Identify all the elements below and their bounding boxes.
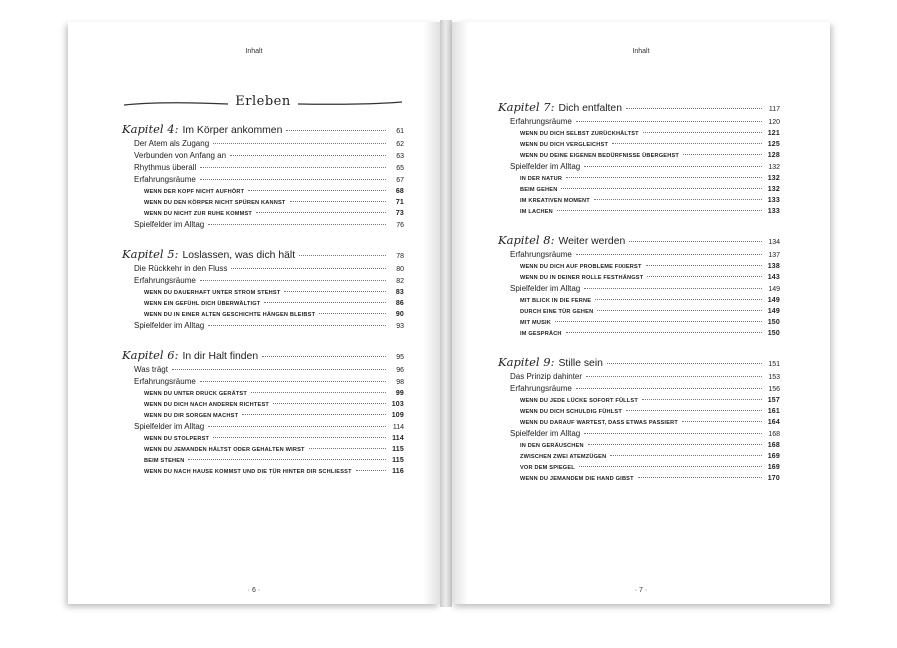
dot-leader: [642, 399, 762, 400]
entry-page-number: 153: [768, 374, 780, 381]
chapter-label: Kapitel 4:: [122, 122, 179, 136]
entry-page-number: 67: [396, 177, 404, 184]
toc-subentry: [498, 130, 780, 137]
toc-subentry: [122, 311, 404, 318]
dot-leader: [629, 241, 762, 242]
entry-title: WENN DU DEINE EIGENEN BEDÜRFNISSE ÜBERGEHST: [520, 153, 680, 159]
toc-subentry: [498, 475, 780, 482]
entry-title: WENN DU DAUERHAFT UNTER STROM STEHST: [144, 290, 281, 296]
entry-page-number: 149: [767, 297, 780, 304]
chapter-page-number: 95: [396, 354, 404, 361]
running-header: Inhalt: [245, 48, 263, 55]
entry-title: Spielfelder im Alltag: [134, 321, 205, 330]
entry-page-number: 86: [395, 300, 404, 307]
chapter-page-number: 61: [396, 128, 404, 135]
book-spine: [440, 20, 452, 607]
chapter-page-number: 117: [768, 106, 780, 113]
chapter-label: Kapitel 7:: [498, 100, 555, 114]
entry-page-number: 99: [395, 390, 404, 397]
entry-page-number: 96: [396, 367, 404, 374]
toc-subentry: [498, 263, 780, 270]
toc-subentry: [122, 199, 404, 206]
dot-leader: [262, 356, 386, 357]
dot-leader: [643, 132, 762, 133]
entry-title: Die Rückkehr in den Fluss: [134, 264, 228, 273]
entry-page-number: 133: [767, 197, 780, 204]
entry-page-number: 125: [767, 141, 780, 148]
entry-page-number: 76: [396, 222, 404, 229]
toc-subentry: [498, 197, 780, 204]
entry-page-number: 132: [767, 186, 780, 193]
toc-subentry: [498, 464, 780, 471]
dot-leader: [579, 466, 762, 467]
entry-title: Was trägt: [134, 365, 168, 374]
entry-title: Spielfelder im Alltag: [510, 429, 581, 438]
entry-title: MIT MUSIK: [520, 320, 552, 326]
left-page: [68, 22, 440, 604]
entry-title: WENN DER KOPF NICHT AUFHÖRT: [144, 189, 245, 195]
dot-leader: [586, 376, 762, 377]
toc-entry: [498, 284, 780, 293]
dot-leader: [213, 143, 386, 144]
entry-page-number: 150: [767, 319, 780, 326]
gutter-shadow: [424, 22, 440, 604]
entry-title: Spielfelder im Alltag: [134, 422, 205, 431]
dot-leader: [319, 313, 386, 314]
toc-subentry: [498, 330, 780, 337]
toc-entry: [122, 175, 404, 184]
toc-subentry: [498, 397, 780, 404]
toc-subentry: [122, 446, 404, 453]
dot-leader: [230, 155, 386, 156]
entry-page-number: 161: [767, 408, 780, 415]
dot-leader: [200, 381, 386, 382]
entry-page-number: 137: [768, 252, 780, 259]
entry-page-number: 114: [392, 435, 404, 442]
dot-leader: [610, 455, 762, 456]
chapter-heading: [498, 355, 780, 369]
dot-leader: [597, 310, 762, 311]
entry-title: BEIM STEHEN: [144, 458, 185, 464]
entry-title: Erfahrungsräume: [510, 117, 572, 126]
entry-title: WENN DU DARAUF WARTEST, DASS ETWAS PASSIERT: [520, 420, 678, 426]
entry-title: IN DER NATUR: [520, 176, 563, 182]
toc-subentry: [122, 289, 404, 296]
entry-title: Erfahrungsräume: [134, 377, 196, 386]
toc-subentry: [122, 435, 404, 442]
chapter-title: Loslassen, was dich hält: [182, 250, 296, 261]
section-title: Erleben: [235, 94, 291, 109]
chapter-page-number: 134: [768, 239, 780, 246]
toc-subentry: [498, 297, 780, 304]
entry-page-number: 68: [395, 188, 404, 195]
dot-leader: [264, 302, 386, 303]
toc-subentry: [498, 308, 780, 315]
toc-entry: [498, 250, 780, 259]
entry-title: WENN DU NICHT ZUR RUHE KOMMST: [144, 211, 253, 217]
entry-page-number: 103: [391, 401, 404, 408]
chapter-page-number: 151: [768, 361, 780, 368]
toc-subentry: [498, 319, 780, 326]
chapter-page-number: 78: [396, 253, 404, 260]
entry-title: WENN DU DICH NACH ANDEREN RICHTEST: [144, 402, 269, 408]
entry-page-number: 128: [767, 152, 780, 159]
dot-leader: [557, 210, 762, 211]
dot-leader: [647, 276, 762, 277]
toc-subentry: [122, 401, 404, 408]
chapter-title: Stille sein: [558, 358, 603, 369]
dot-leader: [208, 224, 386, 225]
dot-leader: [594, 199, 762, 200]
flourish-line-right: [294, 94, 404, 112]
toc-subentry: [498, 442, 780, 449]
entry-page-number: 80: [396, 266, 404, 273]
entry-page-number: 133: [767, 208, 780, 215]
dot-leader: [200, 280, 386, 281]
toc-subentry: [122, 468, 404, 475]
dot-leader: [309, 448, 386, 449]
toc-subentry: [122, 188, 404, 195]
dot-leader: [356, 470, 386, 471]
running-header: Inhalt: [632, 48, 650, 55]
toc-subentry: [498, 419, 780, 426]
entry-page-number: 169: [767, 453, 780, 460]
gutter-shadow: [452, 22, 468, 604]
dot-leader: [248, 190, 386, 191]
dot-leader: [576, 388, 762, 389]
entry-title: IN DEN GERÄUSCHEN: [520, 443, 584, 449]
page-number: · 7 ·: [634, 587, 648, 594]
entry-page-number: 132: [767, 175, 780, 182]
dot-leader: [607, 363, 762, 364]
toc-subentry: [498, 453, 780, 460]
entry-title: WENN DU DEN KÖRPER NICHT SPÜREN KANNST: [144, 200, 286, 206]
dot-leader: [256, 212, 386, 213]
section-heading: [122, 94, 404, 112]
dot-leader: [200, 167, 386, 168]
entry-title: DURCH EINE TÜR GEHEN: [520, 309, 594, 315]
dot-leader: [626, 410, 762, 411]
dot-leader: [612, 143, 762, 144]
chapter-heading: [122, 122, 404, 136]
entry-page-number: 82: [396, 278, 404, 285]
toc-entry: [122, 163, 404, 172]
chapter-title: In dir Halt finden: [182, 351, 259, 362]
toc-subentry: [498, 208, 780, 215]
dot-leader: [200, 179, 386, 180]
entry-title: Der Atem als Zugang: [134, 139, 210, 148]
toc-entry: [122, 151, 404, 160]
entry-page-number: 168: [767, 442, 780, 449]
dot-leader: [231, 268, 386, 269]
entry-page-number: 71: [395, 199, 404, 206]
dot-leader: [576, 254, 762, 255]
entry-page-number: 150: [767, 330, 780, 337]
dot-leader: [172, 369, 386, 370]
entry-title: MIT BLICK IN DIE FERNE: [520, 298, 592, 304]
toc-entry: [122, 321, 404, 330]
chapter-label: Kapitel 9:: [498, 355, 555, 369]
entry-title: WENN DU JEDE LÜCKE SOFORT FÜLLST: [520, 398, 638, 404]
entry-page-number: 98: [396, 379, 404, 386]
entry-title: ZWISCHEN ZWEI ATEMZÜGEN: [520, 454, 607, 460]
chapter-label: Kapitel 5:: [122, 247, 179, 261]
dot-leader: [626, 108, 762, 109]
entry-page-number: 109: [391, 412, 404, 419]
dot-leader: [588, 444, 762, 445]
toc-entry: [498, 162, 780, 171]
dot-leader: [284, 291, 386, 292]
entry-title: WENN DU IN EINER ALTEN GESCHICHTE HÄNGEN BLEIBST: [144, 312, 316, 318]
dot-leader: [251, 392, 386, 393]
toc-subentry: [122, 457, 404, 464]
dot-leader: [273, 403, 386, 404]
toc-entry: [498, 117, 780, 126]
entry-title: Verbunden von Anfang an: [134, 151, 227, 160]
dot-leader: [584, 166, 762, 167]
dot-leader: [299, 255, 386, 256]
dot-leader: [584, 433, 762, 434]
entry-title: WENN DU DICH SELBST ZURÜCKHÄLTST: [520, 131, 639, 137]
entry-title: IM GESPRÄCH: [520, 331, 562, 337]
dot-leader: [208, 325, 386, 326]
entry-page-number: 168: [768, 431, 780, 438]
entry-page-number: 62: [396, 141, 404, 148]
chapter-label: Kapitel 8:: [498, 233, 555, 247]
entry-page-number: 149: [767, 308, 780, 315]
entry-page-number: 73: [395, 210, 404, 217]
entry-title: WENN EIN GEFÜHL DICH ÜBERWÄLTIGT: [144, 301, 261, 307]
chapter-title: Im Körper ankommen: [182, 125, 283, 136]
toc-right: [498, 100, 780, 482]
entry-page-number: 120: [768, 119, 780, 126]
entry-title: WENN DU DIR SORGEN MACHST: [144, 413, 239, 419]
dot-leader: [638, 477, 762, 478]
toc-entry: [122, 139, 404, 148]
entry-page-number: 121: [767, 130, 780, 137]
right-page: [452, 22, 830, 604]
toc-entry: [122, 365, 404, 374]
entry-title: Erfahrungsräume: [510, 250, 572, 259]
toc-subentry: [498, 186, 780, 193]
entry-page-number: 115: [392, 457, 404, 464]
dot-leader: [242, 414, 386, 415]
entry-page-number: 90: [395, 311, 404, 318]
entry-title: Spielfelder im Alltag: [510, 162, 581, 171]
entry-title: VOR DEM SPIEGEL: [520, 465, 575, 471]
entry-page-number: 164: [767, 419, 780, 426]
entry-title: WENN DU DICH VERGLEICHST: [520, 142, 609, 148]
entry-title: WENN DU DICH AUF PROBLEME FIXIERST: [520, 264, 642, 270]
entry-title: WENN DU NACH HAUSE KOMMST UND DIE TÜR HINTER DIR SCHLIESST: [144, 469, 352, 475]
toc-entry: [122, 276, 404, 285]
toc-subentry: [498, 274, 780, 281]
chapter-heading: [498, 100, 780, 114]
entry-title: WENN DU STOLPERST: [144, 436, 210, 442]
entry-page-number: 156: [768, 386, 780, 393]
entry-page-number: 138: [767, 263, 780, 270]
toc-subentry: [498, 141, 780, 148]
dot-leader: [290, 201, 386, 202]
dot-leader: [566, 177, 762, 178]
toc-entry: [122, 264, 404, 273]
entry-page-number: 170: [767, 475, 780, 482]
toc-subentry: [498, 175, 780, 182]
entry-title: WENN DU DICH SCHULDIG FÜHLST: [520, 409, 622, 415]
toc-left: [122, 122, 404, 475]
entry-title: Erfahrungsräume: [134, 175, 196, 184]
entry-title: Erfahrungsräume: [510, 384, 572, 393]
dot-leader: [566, 332, 762, 333]
entry-page-number: 115: [392, 446, 404, 453]
chapter-heading: [498, 233, 780, 247]
entry-title: Erfahrungsräume: [134, 276, 196, 285]
toc-subentry: [498, 152, 780, 159]
entry-page-number: 157: [767, 397, 780, 404]
dot-leader: [683, 154, 762, 155]
entry-page-number: 149: [768, 286, 780, 293]
dot-leader: [595, 299, 762, 300]
entry-title: WENN DU UNTER DRUCK GERÄTST: [144, 391, 247, 397]
entry-title: Spielfelder im Alltag: [134, 220, 205, 229]
entry-title: WENN DU JEMANDEN HÄLTST ODER GEHALTEN WIRST: [144, 447, 305, 453]
toc-entry: [498, 372, 780, 381]
toc-subentry: [122, 210, 404, 217]
toc-subentry: [122, 412, 404, 419]
chapter-label: Kapitel 6:: [122, 348, 179, 362]
entry-page-number: 65: [396, 165, 404, 172]
entry-page-number: 114: [392, 424, 404, 431]
toc-entry: [498, 429, 780, 438]
dot-leader: [561, 188, 762, 189]
entry-title: IM KREATIVEN MOMENT: [520, 198, 590, 204]
dot-leader: [208, 426, 386, 427]
chapter-title: Dich entfalten: [558, 103, 622, 114]
entry-title: Rhythmus überall: [134, 163, 197, 172]
chapter-heading: [122, 247, 404, 261]
entry-title: IM LACHEN: [520, 209, 553, 215]
toc-entry: [122, 377, 404, 386]
dot-leader: [584, 288, 762, 289]
entry-page-number: 169: [767, 464, 780, 471]
toc-subentry: [498, 408, 780, 415]
dot-leader: [682, 421, 762, 422]
entry-page-number: 143: [767, 274, 780, 281]
dot-leader: [286, 130, 386, 131]
toc-subentry: [122, 390, 404, 397]
dot-leader: [576, 121, 762, 122]
toc-entry: [122, 220, 404, 229]
entry-title: Das Prinzip dahinter: [510, 372, 583, 381]
toc-entry: [122, 422, 404, 431]
entry-title: Spielfelder im Alltag: [510, 284, 581, 293]
dot-leader: [646, 265, 762, 266]
entry-page-number: 93: [396, 323, 404, 330]
chapter-title: Weiter werden: [558, 236, 626, 247]
entry-page-number: 63: [396, 153, 404, 160]
dot-leader: [555, 321, 762, 322]
entry-page-number: 116: [392, 468, 404, 475]
toc-subentry: [122, 300, 404, 307]
dot-leader: [188, 459, 386, 460]
entry-title: BEIM GEHEN: [520, 187, 558, 193]
entry-title: WENN DU JEMANDEM DIE HAND GIBST: [520, 476, 634, 482]
dot-leader: [213, 437, 386, 438]
entry-page-number: 83: [395, 289, 404, 296]
toc-entry: [498, 384, 780, 393]
chapter-heading: [122, 348, 404, 362]
entry-page-number: 132: [768, 164, 780, 171]
page-number: · 6 ·: [247, 587, 261, 594]
entry-title: WENN DU IN DEINER ROLLE FESTHÄNGST: [520, 275, 644, 281]
